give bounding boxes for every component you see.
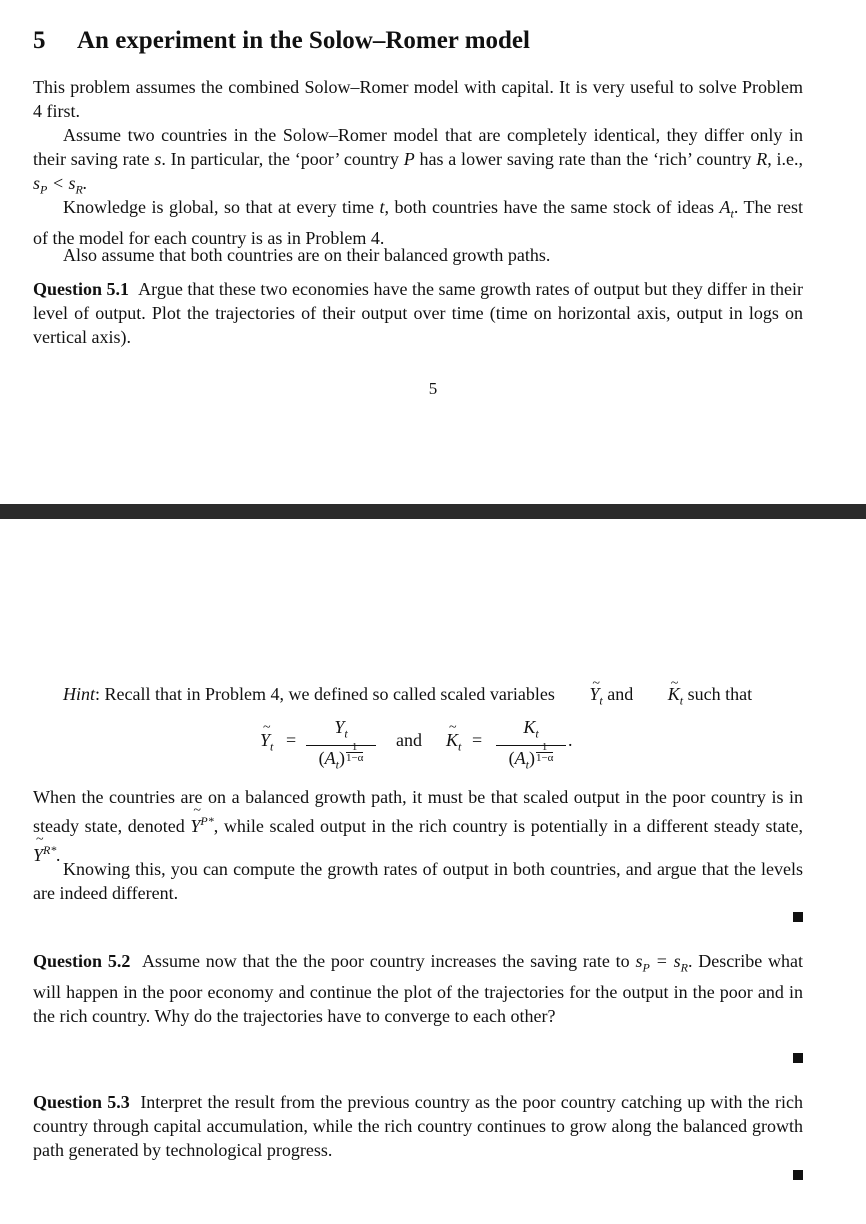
intro-paragraph-2: Assume two countries in the Solow–Romer model that are completely identical, they differ only in their saving rate s. In particular, the ‘poor’ country P has a lower saving rate than the ‘rich’ country R, i.e., $s_P < s_R$. (33, 125, 803, 197)
page-number: 5 (428, 379, 438, 398)
question-5-1-text: Argue that these two economies have the same growth rates of output but they differ in their level of output. Plot the trajectories of their output over time (time on horizontal axis, output in logs on vertical axis). (33, 279, 804, 347)
eq-At-denominator-1: $(A_t)$ $^{1 1-\alpha}$ (318, 740, 364, 772)
page-1 (0, 0, 866, 504)
eq-fraction-Y (306, 716, 376, 776)
page-2 (0, 519, 866, 1224)
math-sp-eq-sr: $s_P = s_R$ (635, 951, 688, 975)
eq-equals-1: = (286, 730, 297, 750)
hint-paragraph-2: When the countries are on a balanced growth path, it must be that scaled output in the poor country is in steady state, denoted ~ $Y^{P*}$, while scaled output in the rich country is potentially in a different steady state, ~ $Y^{R*}$. (33, 785, 803, 867)
math-YP-star: ~ $Y^{P*}$ (190, 809, 213, 838)
qed-square-2 (793, 1053, 803, 1063)
eq-period: . (568, 730, 573, 750)
page-divider (0, 504, 866, 519)
intro-paragraph-3: Knowledge is global, so that at every time t, both countries have the same stock of ideas $A_t$. The rest of the model for each country is as in Problem 4. (33, 197, 803, 248)
math-Yt-tilde: ~ $Y_t$ (559, 682, 602, 713)
math-Kt-tilde: ~ $K_t$ (638, 682, 683, 713)
qed-square-3 (793, 1170, 803, 1180)
qed-square-1 (793, 912, 803, 922)
section-number: 5 (33, 27, 46, 54)
eq-At-denominator-2: $(A_t)$ $^{1 1-\alpha}$ (508, 740, 554, 772)
eq-Kt-tilde: ~ $K_t$ (446, 730, 461, 755)
math-YR-star: ~ $Y^{R*}$. (33, 838, 61, 867)
eq-and: and (396, 730, 422, 750)
eq-Yt-tilde: ~ $Y_t$ (260, 730, 273, 755)
math-t: t (379, 197, 385, 217)
question-5-2-label: Question 5.2 (33, 951, 131, 971)
intro-paragraph-1: This problem assumes the combined Solow–Romer model with capital. It is very useful to solve Problem 4 first. (33, 77, 803, 121)
question-5-2: Question 5.2 Assume now that the the poor country increases the saving rate to $s_P = s_R$. Describe what will happen in the poor economy and continue the plot of the trajectories for the output in the poor and in the rich country. Why do the trajectories have to converge to each other? (33, 951, 804, 1026)
question-5-3-label: Question 5.3 (33, 1092, 130, 1112)
question-5-1-label: Question 5.1 (33, 279, 130, 299)
question-5-3-text: Interpret the result from the previous country as the poor country catching up with the rich country through capital accumulation, while the rich country continues to grow along the balanced growth path generated by technological progress. (33, 1092, 804, 1160)
eq-equals-2: = (472, 730, 483, 750)
math-R: R (756, 149, 768, 169)
eq-Yt-numerator: $Y_t$ (334, 717, 348, 741)
section-title-text: An experiment in the Solow–Romer model (77, 27, 530, 54)
hint-label: Hint (63, 684, 96, 704)
question-5-3 (33, 1090, 803, 1162)
hint-paragraph: Hint: Recall that in Problem 4, we defined so called scaled variables ~ $Y_t$ and ~ $K_t$ such that (33, 682, 803, 713)
math-sp-lt-sr: $s_P < s_R$. (33, 173, 88, 197)
math-At: $A_t$ (719, 197, 734, 221)
eq-fraction-K (496, 716, 566, 776)
math-P: P (403, 149, 415, 169)
question-5-1 (33, 277, 803, 349)
intro-paragraph-4: Also assume that both countries are on their balanced growth paths. (63, 245, 551, 265)
math-s: s (154, 149, 162, 169)
hint-paragraph-3: Knowing this, you can compute the growth rates of output in both countries, and argue that the levels are indeed different. (33, 859, 803, 903)
eq-Kt-numerator: $K_t$ (523, 717, 539, 741)
section-title (33, 24, 530, 58)
